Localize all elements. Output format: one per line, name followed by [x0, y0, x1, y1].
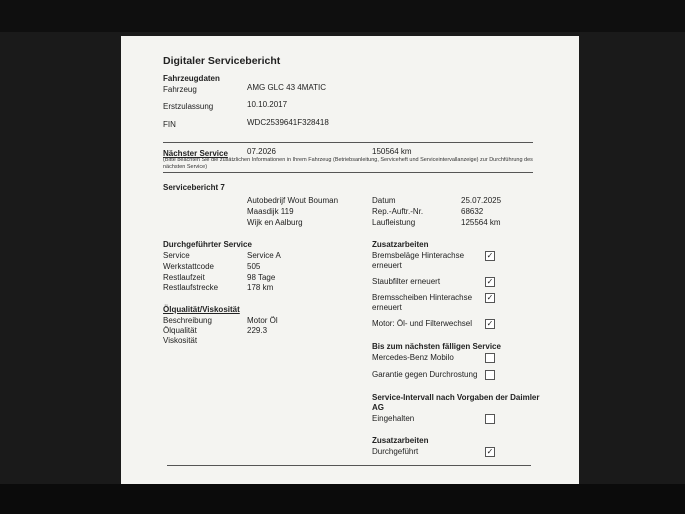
- label-laufleistung: Laufleistung: [372, 218, 416, 227]
- item-bremsscheiben-label: Bremsscheiben Hinterachse erneuert: [372, 293, 473, 312]
- item-durchgefuehrt-label: Durchgeführt: [372, 447, 419, 456]
- label-naechster-service: Nächster Service: [163, 149, 228, 158]
- checkbox-durchgefuehrt[interactable]: ✓: [486, 447, 494, 456]
- divider-top: [163, 142, 533, 143]
- value-restlaufstrecke: 178 km: [247, 283, 274, 292]
- section-heading-bis-naechster-service: Bis zum nächsten fälligen Service: [372, 342, 501, 351]
- section-heading-servicebericht: Servicebericht 7: [163, 183, 225, 192]
- label-fahrzeug: Fahrzeug: [163, 85, 197, 94]
- label-oelqualitaet: Ölqualität: [163, 326, 197, 335]
- service-report-sheet: [121, 36, 579, 484]
- label-rep-auftr-nr: Rep.-Auftr.-Nr.: [372, 207, 424, 216]
- checkbox-durchrostung[interactable]: [485, 370, 495, 380]
- top-dark-band: [0, 0, 685, 32]
- bottom-dark-band: [0, 484, 685, 514]
- value-laufleistung: 125564 km: [461, 218, 501, 227]
- label-restlaufstrecke: Restlaufstrecke: [163, 283, 219, 292]
- value-oelqualitaet: 229.3: [247, 326, 268, 335]
- value-rep-auftr-nr: 68632: [461, 207, 484, 216]
- item-oelwechsel-label: Motor: Öl- und Filterwechsel: [372, 319, 473, 328]
- value-datum: 25.07.2025: [461, 196, 502, 205]
- section-heading-zusatzarbeiten: Zusatzarbeiten: [372, 240, 429, 249]
- item-mobilo-label: Mercedes-Benz Mobilo: [372, 353, 454, 362]
- item-bremsbelaege-label: Bremsbeläge Hinterachse erneuert: [372, 251, 465, 270]
- item-staubfilter-label: Staubfilter erneuert: [372, 277, 441, 286]
- value-naechster-service-km: 150564 km: [372, 147, 412, 156]
- section-heading-zusatzarbeiten-2: Zusatzarbeiten: [372, 436, 429, 445]
- workshop-name: Autobedrijf Wout Bouman: [247, 196, 339, 205]
- checkbox-oelwechsel[interactable]: ✓: [486, 319, 494, 328]
- value-fahrzeug: AMG GLC 43 4MATIC: [247, 83, 326, 92]
- value-erstzulassung: 10.10.2017: [247, 100, 288, 109]
- section-heading-fahrzeugdaten: Fahrzeugdaten: [163, 74, 220, 83]
- naechster-service-note: (Bitte beachten Sie die zusätzlichen Informationen in Ihrem Fahrzeug (Betriebsanleitung, Serviceheft und Serviceintervallanzeige) zur Durchführung des nächsten Service): [163, 157, 533, 170]
- checkbox-eingehalten[interactable]: [485, 414, 495, 424]
- section-heading-oelqualitaet: Ölqualität/Viskosität: [163, 305, 240, 314]
- value-fin: WDC2539641F328418: [247, 118, 329, 127]
- section-heading-service-intervall: Service-Intervall nach Vorgaben der Daimler AG: [372, 393, 540, 412]
- label-datum: Datum: [372, 196, 396, 205]
- label-viskositaet: Viskosität: [163, 336, 198, 345]
- label-fin: FIN: [163, 120, 176, 129]
- divider-bottom: [163, 172, 533, 173]
- value-naechster-service-date: 07.2026: [247, 147, 276, 156]
- value-service: Service A: [247, 251, 281, 260]
- label-restlaufzeit: Restlaufzeit: [163, 273, 205, 282]
- checkbox-bremsscheiben[interactable]: ✓: [486, 293, 494, 302]
- checkbox-bremsbelaege[interactable]: ✓: [486, 251, 494, 260]
- checkbox-mobilo[interactable]: [485, 353, 495, 363]
- value-restlaufzeit: 98 Tage: [247, 273, 276, 282]
- value-beschreibung: Motor Öl: [247, 316, 278, 325]
- value-werkstattcode: 505: [247, 262, 261, 271]
- workshop-city: Wijk en Aalburg: [247, 218, 303, 227]
- section-heading-durchgefuehrter-service: Durchgeführter Service: [163, 240, 252, 249]
- workshop-street: Maasdijk 119: [247, 207, 294, 216]
- divider-footer: [167, 465, 531, 466]
- item-eingehalten-label: Eingehalten: [372, 414, 415, 423]
- checkbox-staubfilter[interactable]: ✓: [486, 277, 494, 286]
- label-werkstattcode: Werkstattcode: [163, 262, 214, 271]
- label-beschreibung: Beschreibung: [163, 316, 212, 325]
- item-durchrostung-label: Garantie gegen Durchrostung: [372, 370, 478, 379]
- report-title: Digitaler Servicebericht: [163, 55, 281, 67]
- label-erstzulassung: Erstzulassung: [163, 102, 214, 111]
- label-service: Service: [163, 251, 190, 260]
